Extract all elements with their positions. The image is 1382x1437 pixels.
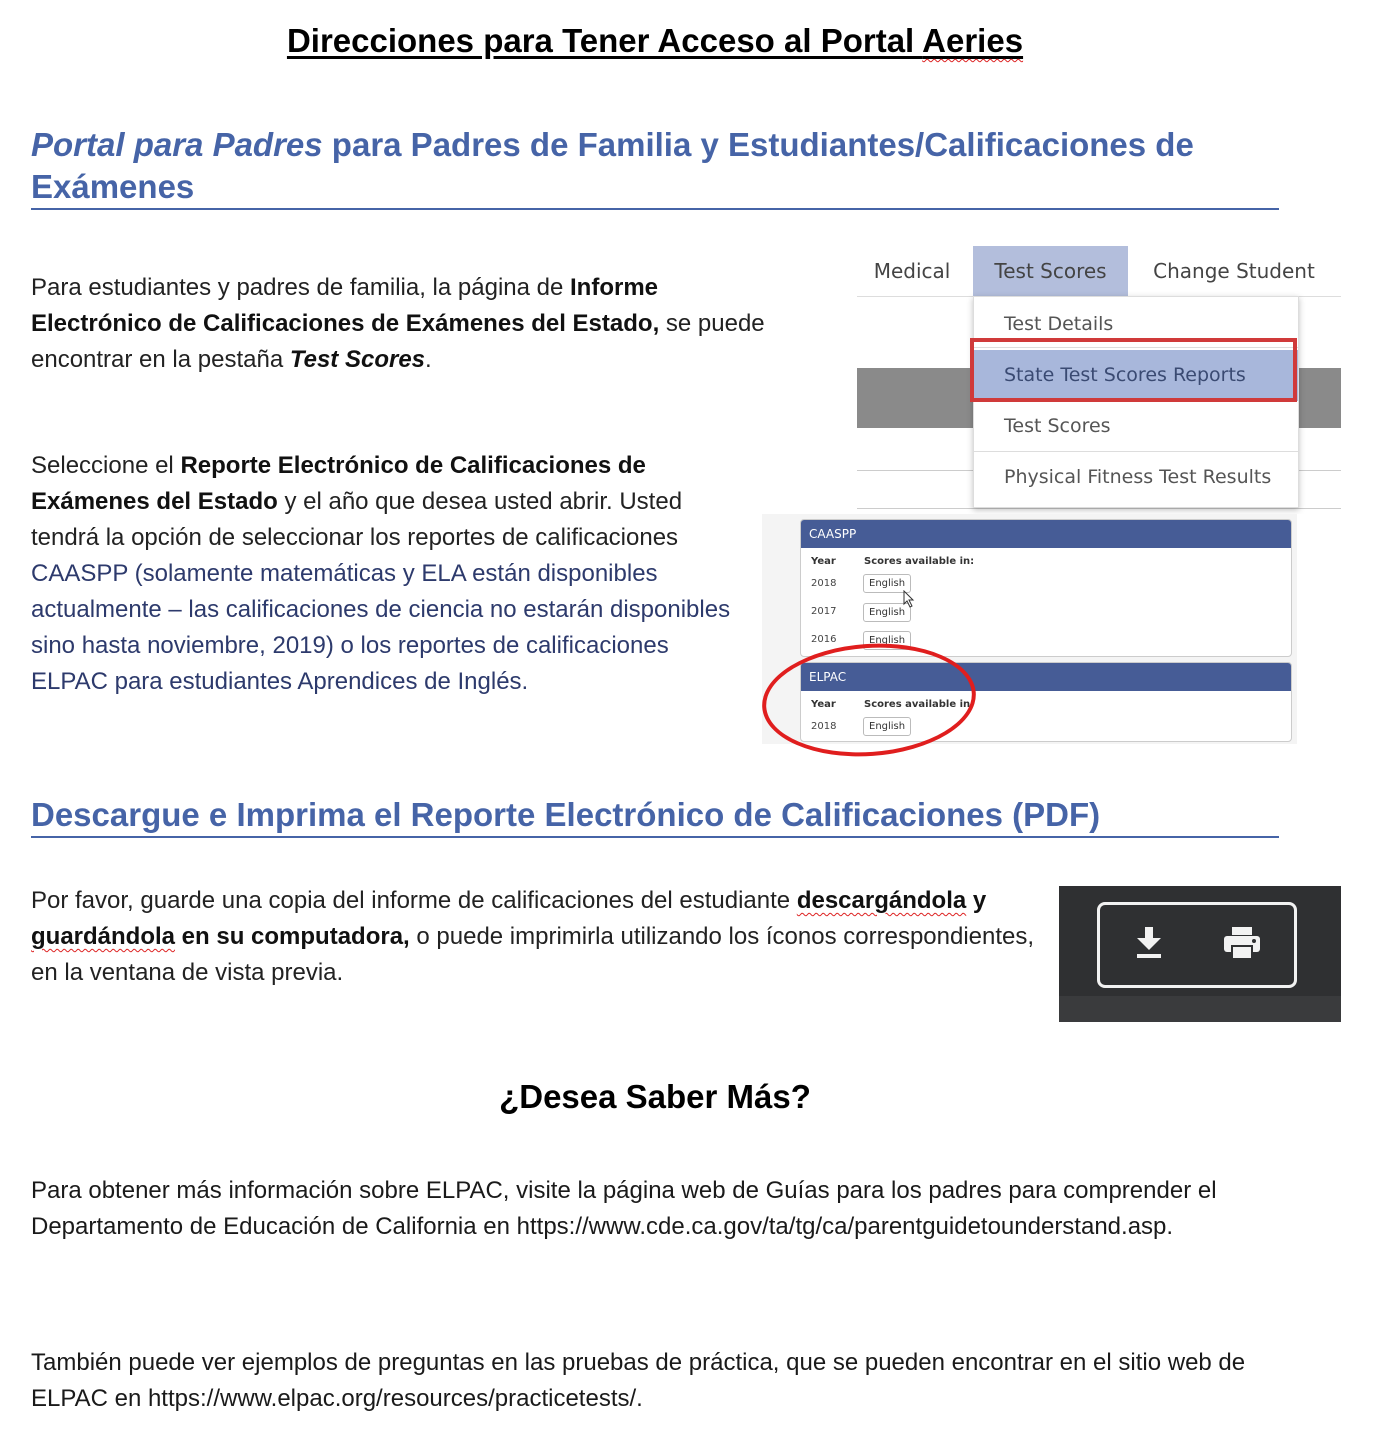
paragraph-select-report: Seleccione el Reporte Electrónico de Calificaciones de Exámenes del Estado y el año que desea usted abrir. Usted tendrá la opción de seleccionar los reportes de calificaciones CAASPP (solamente matemáticas y ELA están disponibles actualmente – las calificaciones de ciencia no estarán disponibles sino hasta noviembre, 2019) o los reportes de calificaciones ELPAC para estudiantes Aprendices de Inglés.: [31, 452, 731, 695]
year-column-label: Year: [811, 556, 836, 567]
title-last-word: Aeries: [922, 22, 1024, 59]
year-column-label: Year: [811, 699, 836, 710]
tab-medical[interactable]: Medical: [873, 259, 951, 283]
download-icon[interactable]: [1134, 925, 1164, 961]
test-scores-menu-screenshot: [857, 246, 1341, 514]
menu-item-test-details[interactable]: Test Details: [1004, 313, 1114, 335]
icon-highlight-box: [1097, 902, 1297, 988]
score-reports-screenshot: [762, 514, 1297, 744]
tab-change-student[interactable]: Change Student: [1153, 259, 1315, 283]
section-divider: [31, 836, 1279, 838]
section-heading-download: Descargue e Imprima el Reporte Electrónico de Calificaciones (PDF): [31, 796, 1101, 833]
tab-test-scores[interactable]: Test Scores: [973, 246, 1128, 296]
english-report-button[interactable]: English: [863, 631, 911, 650]
download-print-screenshot: [1059, 880, 1341, 1022]
caaspp-header: CAASPP: [801, 520, 1291, 548]
menu-item-physical-fitness[interactable]: Physical Fitness Test Results: [1004, 466, 1272, 488]
english-report-button[interactable]: English: [863, 717, 911, 736]
paragraph-practice-tests: También puede ver ejemplos de preguntas en las pruebas de práctica, que se pueden encontrar en el sitio web de ELPAC en https://www.elpac.org/resources/practicetests/.: [31, 1349, 1246, 1412]
year-value: 2017: [811, 606, 837, 617]
scores-column-label: Scores available in:: [864, 556, 975, 567]
mouse-cursor-icon: [903, 590, 915, 608]
toolbar-edge: [1059, 880, 1341, 886]
paragraph-download-print: Por favor, guarde una copia del informe de calificaciones del estudiante descargándola y guardándola en su computadora, o puede imprimirla utilizando los íconos correspondientes, en la ventana de vista previa.: [31, 887, 1035, 986]
english-report-button[interactable]: English: [863, 603, 911, 622]
paragraph-elpac-info: Para obtener más información sobre ELPAC, visite la página web de Guías para los padres para comprender el Departamento de Educación de California en https://www.cde.ca.gov/ta/tg/ca/parentguidetounderstand.asp.: [31, 1177, 1217, 1240]
toolbar-bottom: [1059, 996, 1341, 1022]
section-heading-learn-more: ¿Desea Saber Más?: [499, 1078, 811, 1115]
scores-column-label: Scores available in:: [864, 699, 975, 710]
elpac-header: ELPAC: [801, 663, 1291, 691]
year-value: 2018: [811, 578, 837, 589]
document-title: Direcciones para Tener Acceso al Portal Aeries: [286, 22, 1024, 59]
menu-item-test-scores[interactable]: Test Scores: [1004, 415, 1111, 437]
year-value: 2018: [811, 721, 837, 732]
section-heading-portal: Portal para Padres para Padres de Familia y Estudiantes/Calificaciones de Exámenes: [31, 126, 1194, 205]
divider-line: [857, 508, 1341, 509]
menu-item-state-test-scores-reports[interactable]: State Test Scores Reports: [974, 350, 1298, 401]
year-value: 2016: [811, 634, 837, 645]
red-highlight-box: [970, 338, 1297, 402]
caaspp-card: [800, 519, 1292, 657]
dropdown-menu: [973, 296, 1299, 508]
print-icon[interactable]: [1222, 925, 1262, 961]
english-report-button[interactable]: English: [863, 574, 911, 593]
section-divider: [31, 208, 1279, 210]
paragraph-test-scores-tab: Para estudiantes y padres de familia, la página de Informe Electrónico de Calificaciones de Exámenes del Estado, se puede encontrar en la pestaña Test Scores.: [31, 274, 765, 373]
